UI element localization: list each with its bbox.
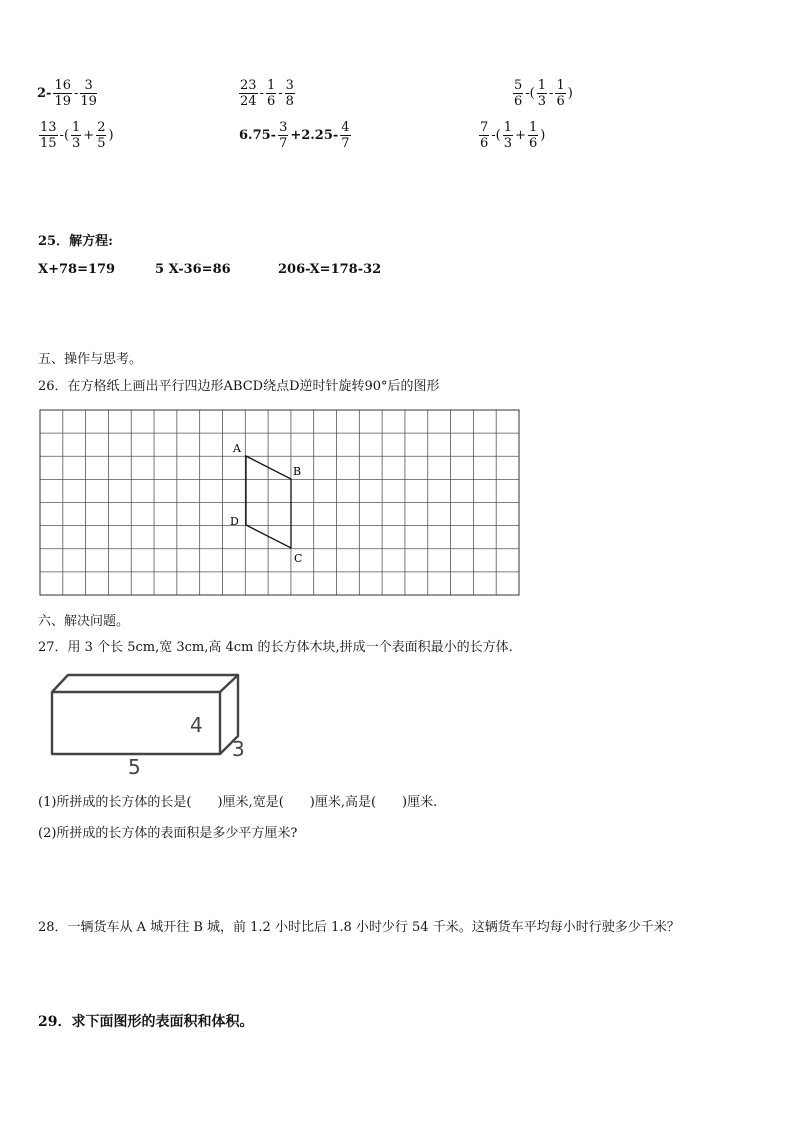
expr-lead: 2- xyxy=(37,86,52,101)
fraction: $\frac{3}{8}$ xyxy=(285,78,294,109)
operator: ) xyxy=(540,128,546,143)
q27-sub-1: (1)所拼成的长方体的长是( )厘米,宽是( )厘米,高是( )厘米. xyxy=(38,795,438,810)
operator: +2.25- xyxy=(290,128,339,143)
section-5-heading: 五、操作与思考。 xyxy=(38,352,143,367)
fraction: $\frac{7}{6}$ xyxy=(480,120,489,151)
cuboid-width-label: 3 xyxy=(232,737,245,761)
fraction: $\frac{3}{7}$ xyxy=(279,120,288,151)
cuboid-length-label: 5 xyxy=(128,755,141,779)
q25-equation-1: X+78=179 xyxy=(38,262,116,277)
fraction: $\frac{23}{24}$ xyxy=(240,78,257,109)
cuboid-figure xyxy=(44,670,254,780)
q27-text: 27．用 3 个长 5cm,宽 3cm,高 4cm 的长方体木块,拼成一个表面积最小的长方体. xyxy=(38,640,513,655)
point-label-a: A xyxy=(233,442,241,455)
q27-sub-2: (2)所拼成的长方体的表面积是多少平方厘米? xyxy=(38,826,298,841)
fraction: $\frac{1}{6}$ xyxy=(556,78,565,109)
cuboid-top-face xyxy=(52,675,238,692)
parallelogram-abcd xyxy=(246,456,291,548)
q26-text: 26．在方格纸上画出平行四边形ABCD绕点D逆时针旋转90°后的图形 xyxy=(38,379,440,394)
q25-equation-2: 5 X-36=86 xyxy=(155,262,231,277)
point-label-b: B xyxy=(293,465,302,478)
calc-expr-3 xyxy=(512,78,574,109)
grid-lines xyxy=(40,410,519,595)
fraction: $\frac{13}{15}$ xyxy=(40,120,57,151)
fraction: $\frac{1}{6}$ xyxy=(266,78,276,109)
q25-title: 25．解方程: xyxy=(38,234,113,249)
operator: -( xyxy=(491,128,501,143)
grid-paper xyxy=(39,409,521,597)
operator: - xyxy=(278,86,283,101)
point-label-c: C xyxy=(294,552,303,565)
cuboid-height-label: 4 xyxy=(190,713,203,737)
point-label-d: D xyxy=(230,515,239,528)
operator: ) xyxy=(108,128,114,143)
calc-expr-5 xyxy=(238,120,352,151)
calc-expr-6 xyxy=(478,120,546,151)
operator: - xyxy=(259,86,264,101)
operator: -( xyxy=(59,128,70,143)
operator: + xyxy=(83,128,95,143)
fraction: $\frac{1}{3}$ xyxy=(503,120,513,151)
fraction: $\frac{4}{7}$ xyxy=(341,120,350,151)
q25-equation-3: 206-X=178-32 xyxy=(278,262,382,277)
fraction: $\frac{3}{19}$ xyxy=(80,78,97,109)
fraction: $\frac{2}{5}$ xyxy=(97,120,106,151)
operator: -( xyxy=(525,86,535,101)
q29-text: 29．求下面图形的表面积和体积。 xyxy=(38,1014,254,1030)
calc-expr-4 xyxy=(38,120,115,151)
fraction: $\frac{1}{6}$ xyxy=(528,120,538,151)
operator: - xyxy=(74,86,79,101)
calc-expr-2 xyxy=(238,78,296,109)
operator: - xyxy=(549,86,554,101)
q28-text: 28．一辆货车从 A 城开往 B 城，前 1.2 小时比后 1.8 小时少行 54 千米。这辆货车平均每小时行驶多少千米？ xyxy=(38,920,680,935)
fraction: $\frac{1}{3}$ xyxy=(537,78,547,109)
calc-expr-1 xyxy=(36,78,98,109)
fraction: $\frac{16}{19}$ xyxy=(54,78,71,109)
fraction: $\frac{5}{6}$ xyxy=(514,78,523,109)
operator: ) xyxy=(567,86,573,101)
expr-lead: 6.75- xyxy=(239,128,277,143)
fraction: $\frac{1}{3}$ xyxy=(72,120,81,151)
operator: + xyxy=(515,128,526,143)
section-6-heading: 六、解决问题。 xyxy=(38,614,130,629)
